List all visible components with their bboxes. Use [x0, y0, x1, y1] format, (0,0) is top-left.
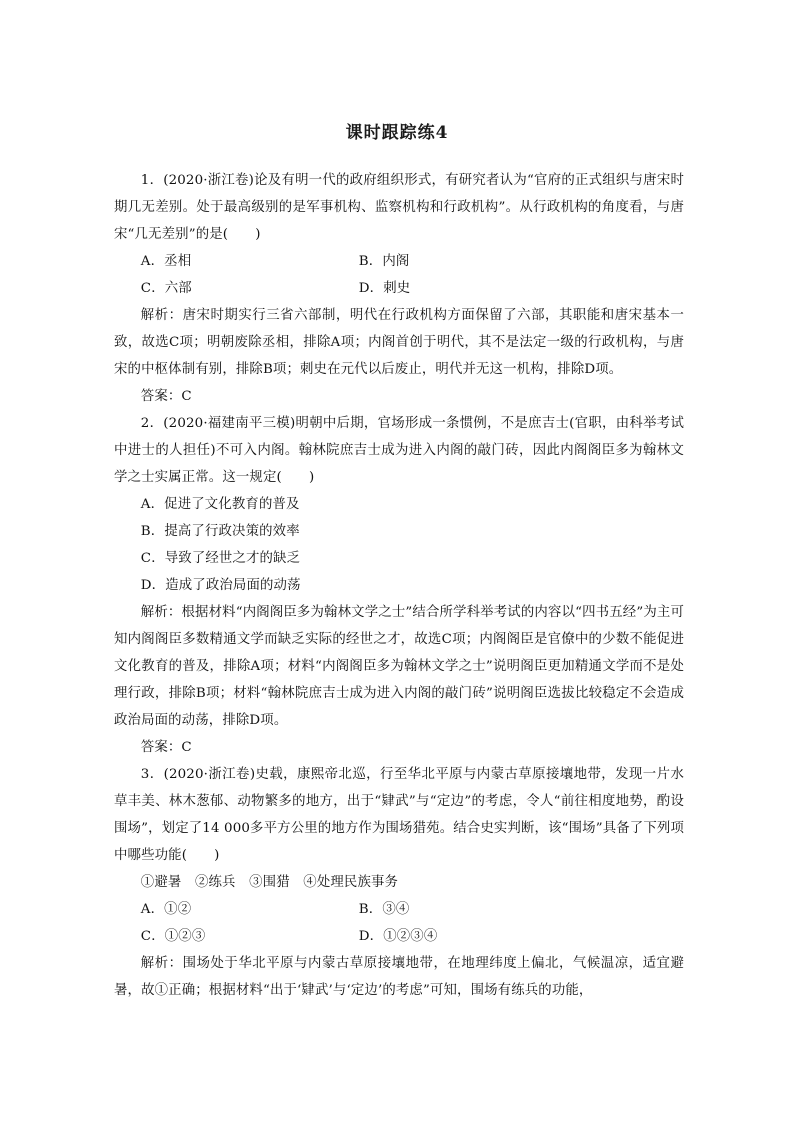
- question-2-option-d: D．造成了政治局面的动荡: [140, 578, 301, 593]
- question-3-options-row-1: [114, 896, 684, 923]
- question-2-option-b: B．提高了行政决策的效率: [140, 524, 300, 539]
- question-1-option-d: D．刺史: [358, 281, 411, 296]
- question-1-option-a: A．丞相: [140, 254, 192, 269]
- question-3-items: ①避暑 ②练兵 ③围猎 ④处理民族事务: [140, 875, 399, 890]
- question-1-analysis: 解析：唐宋时期实行三省六部制，明代在行政机构方面保留了六部，其职能和唐宋基本一致，故选C项；明朝废除丞相，排除A项；内阁首创于明代，其不是法定一级的行政机构，与唐宋的中枢体制有别，排除B项；刺史在元代以后废止，明代并无这一机构，排除D项。: [114, 308, 684, 377]
- question-1-option-c: C．六部: [140, 281, 192, 296]
- question-1-option-b: B．内阁: [358, 254, 410, 269]
- question-3-option-d: D．①②③④: [358, 929, 438, 944]
- question-3-option-b: B．③④: [358, 902, 410, 917]
- question-3-stem: 3．(2020·浙江卷)史载，康熙帝北巡，行至华北平原与内蒙古草原接壤地带，发现一片水草丰美、林木葱郁、动物繁多的地方，出于“肄武”与“定边”的考虑，令人“前往相度地势，酌设围场”，划定了14 000多平方公里的地方作为围场猎苑。结合史实判断，该“围场”具备了下列项中哪些功能( ): [114, 767, 684, 863]
- document-body: [114, 167, 684, 1004]
- question-1-stem: 1．(2020·浙江卷)论及有明一代的政府组织形式，有研究者认为“官府的正式组织与唐宋时期几无差别。处于最高级别的是军事机构、监察机构和行政机构”。从行政机构的角度看，与唐宋“几无差别”的是( ): [114, 173, 684, 242]
- question-3-analysis: 解析：围场处于华北平原与内蒙古草原接壤地带，在地理纬度上偏北，气候温凉，适宜避暑，故①正确；根据材料“出于‘肄武’与‘定边’的考虑”可知，围场有练兵的功能，: [114, 956, 684, 998]
- question-1-options-row-2: [114, 275, 684, 302]
- question-2-stem: 2．(2020·福建南平三模)明朝中后期，官场形成一条惯例，不是庶吉士(官职，由科举考试中进士的人担任)不可入内阁。翰林院庶吉士成为进入内阁的敲门砖，因此内阁阁臣多为翰林文学之士实属正常。这一规定( ): [114, 416, 684, 485]
- question-1-options-row-1: [114, 248, 684, 275]
- page-title: 课时跟踪练4: [345, 123, 449, 143]
- question-2-option-c: C．导致了经世之才的缺乏: [140, 551, 301, 566]
- question-2-answer: 答案：C: [140, 740, 192, 755]
- question-3-options-row-2: [114, 923, 684, 950]
- question-2-option-a: A．促进了文化教育的普及: [140, 497, 300, 512]
- question-3-option-c: C．①②③: [140, 929, 206, 944]
- question-3-option-a: A．①②: [140, 902, 192, 917]
- question-2-analysis: 解析：根据材料“内阁阁臣多为翰林文学之士”结合所学科举考试的内容以“四书五经”为主可知内阁阁臣多数精通文学而缺乏实际的经世之才，故选C项；内阁阁臣是官僚中的少数不能促进文化教育的普及，排除A项；材料“内阁阁臣多为翰林文学之士”说明阁臣更加精通文学而不是处理行政，排除B项；材料“翰林院庶吉士成为进入内阁的敲门砖”说明阁臣选拔比较稳定不会造成政治局面的动荡，排除D项。: [114, 605, 684, 728]
- question-1-answer: 答案：C: [140, 389, 192, 404]
